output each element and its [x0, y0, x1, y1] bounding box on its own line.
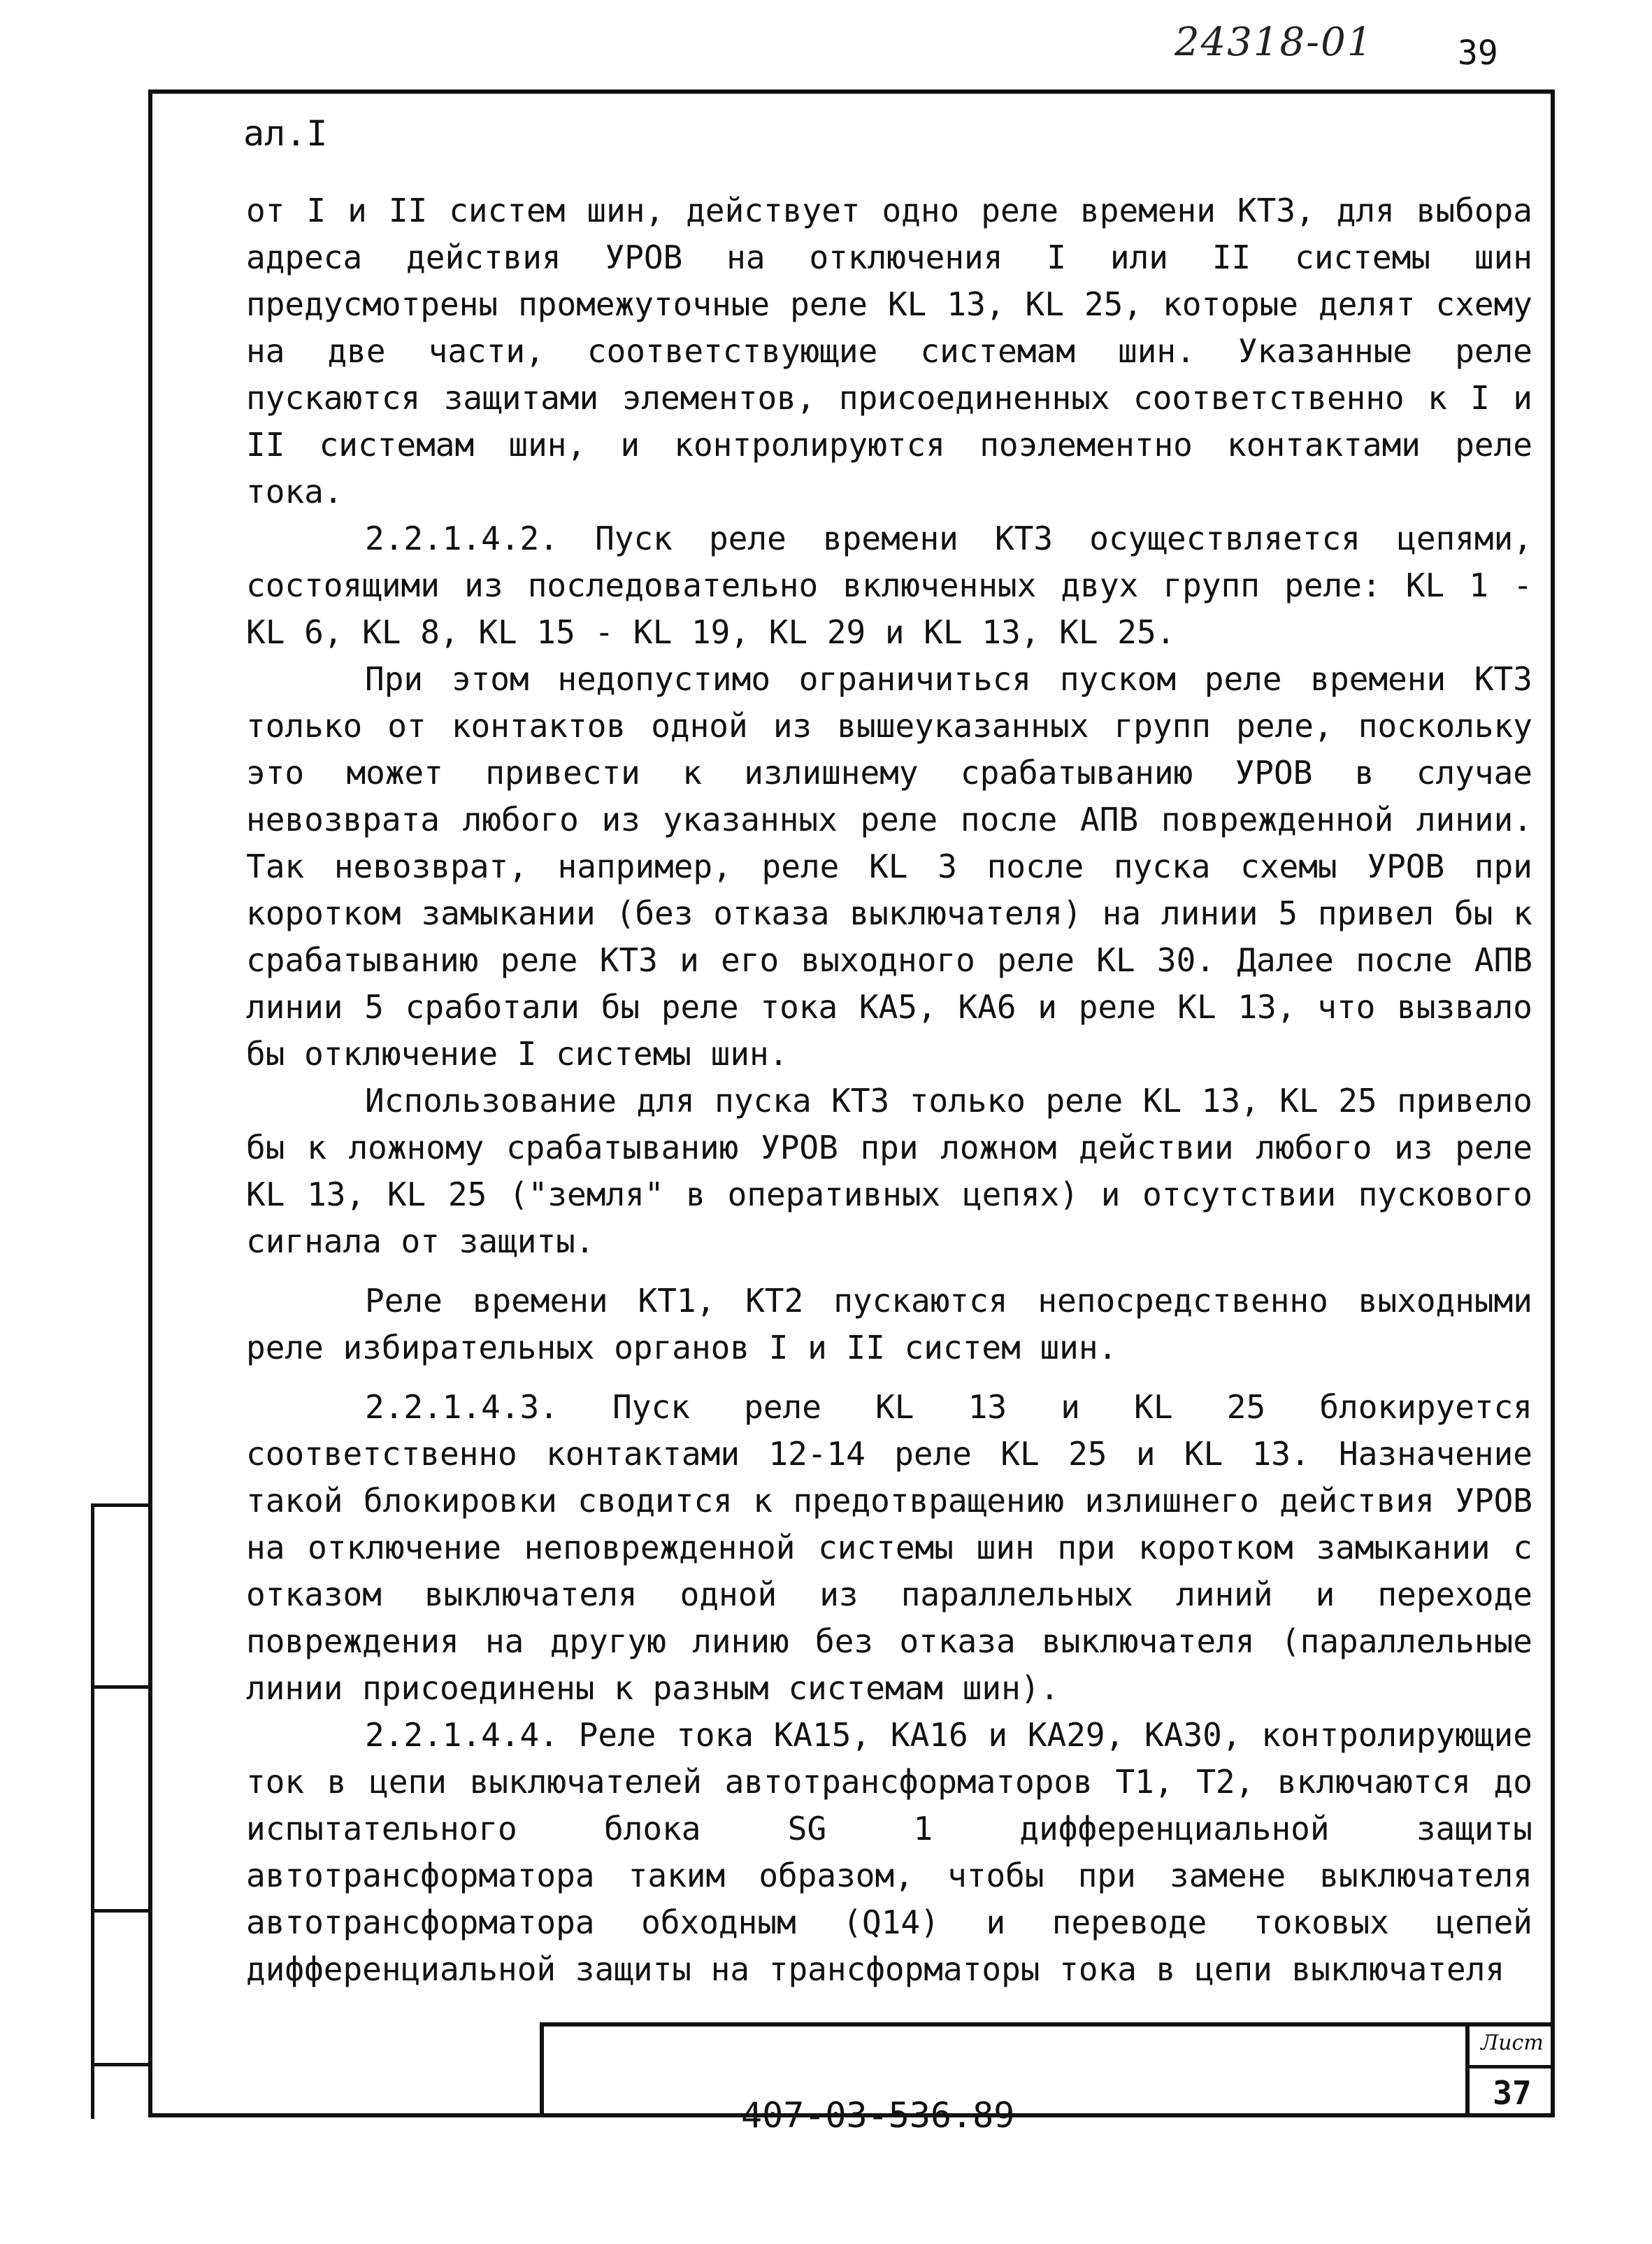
paragraph: При этом недопустимо ограничиться пуском реле времени КТЗ только от контактов одной из вышеуказанных групп реле, поскольку это может привести к излишнему срабатыванию УРОВ в случае невозврата любого из указанных реле после АПВ поврежденной линии. Так невозврат, например, реле KL 3 после пуска схемы УРОВ при коротком замыкании (без отказа выключателя) на линии 5 привел бы к срабатыванию реле КТЗ и его выходного реле KL 30. Далее после АПВ линии 5 сработали бы реле тока КА5, КА6 и реле KL 13, что вызвало бы отключение I системы шин. [246, 660, 1532, 1073]
document-code: 407-03-536.89 [741, 2095, 1015, 2136]
title-block [540, 2022, 1555, 2117]
sheet-label: Лист [1465, 2022, 1555, 2068]
handwritten-archive-code: 24318-01 [1175, 20, 1374, 65]
paragraph: 2.2.1.4.4. Реле тока КА15, КА16 и КА29, КА30, контролирующие ток в цепи выключателей автотрансформаторов Т1, Т2, включаются до испытательного блока SG 1 дифференциальной защиты автотрансформатора таким образом, чтобы при замене выключателя автотрансформатора обходным (Q14) и переводе токовых цепей дифференциальной защиты на трансформаторы тока в цепи выключателя [246, 1716, 1532, 1988]
paragraph: от I и II систем шин, действует одно реле времени КТЗ, для выбора адреса действия УРОВ на отключения I или II системы шин предусмотрены промежуточные реле KL 13, KL 25, которые делят схему на две части, соответствующие системам шин. Указанные реле пускаются защитами элементов, присоединенных соответственно к I и II системам шин, и контролируются поэлементно контактами реле тока. [246, 192, 1532, 510]
paragraph: 2.2.1.4.2. Пуск реле времени КТЗ осуществляется цепями, состоящими из последовательно включенных двух групп реле: KL 1 - KL 6, KL 8, KL 15 - KL 19, KL 29 и KL 13, KL 25. [246, 520, 1532, 651]
binding-strip [91, 1503, 148, 2119]
body-text [246, 187, 1532, 1993]
archive-sheet-number: 39 [1458, 34, 1498, 73]
appendix-label: ал.I [243, 113, 328, 154]
paragraph: 2.2.1.4.3. Пуск реле KL 13 и KL 25 блокируется соответственно контактами 12-14 реле KL 25 и KL 13. Назначение такой блокировки сводится к предотвращению излишнего действия УРОВ на отключение неповрежденной системы шин при коротком замыкании с отказом выключателя одной из параллельных линий и переходе повреждения на другую линию без отказа выключателя (параллельные линии присоединены к разным системам шин). [246, 1388, 1532, 1707]
paragraph: Реле времени КТ1, КТ2 пускаются непосредственно выходными реле избирательных органов I и II систем шин. [246, 1282, 1532, 1366]
paragraph: Использование для пуска КТЗ только реле KL 13, KL 25 привело бы к ложному срабатыванию УРОВ при ложном действии любого из реле KL 13, KL 25 ("земля" в оперативных цепях) и отсутствии пускового сигнала от защиты. [246, 1082, 1532, 1260]
sheet-number: 37 [1465, 2068, 1555, 2117]
